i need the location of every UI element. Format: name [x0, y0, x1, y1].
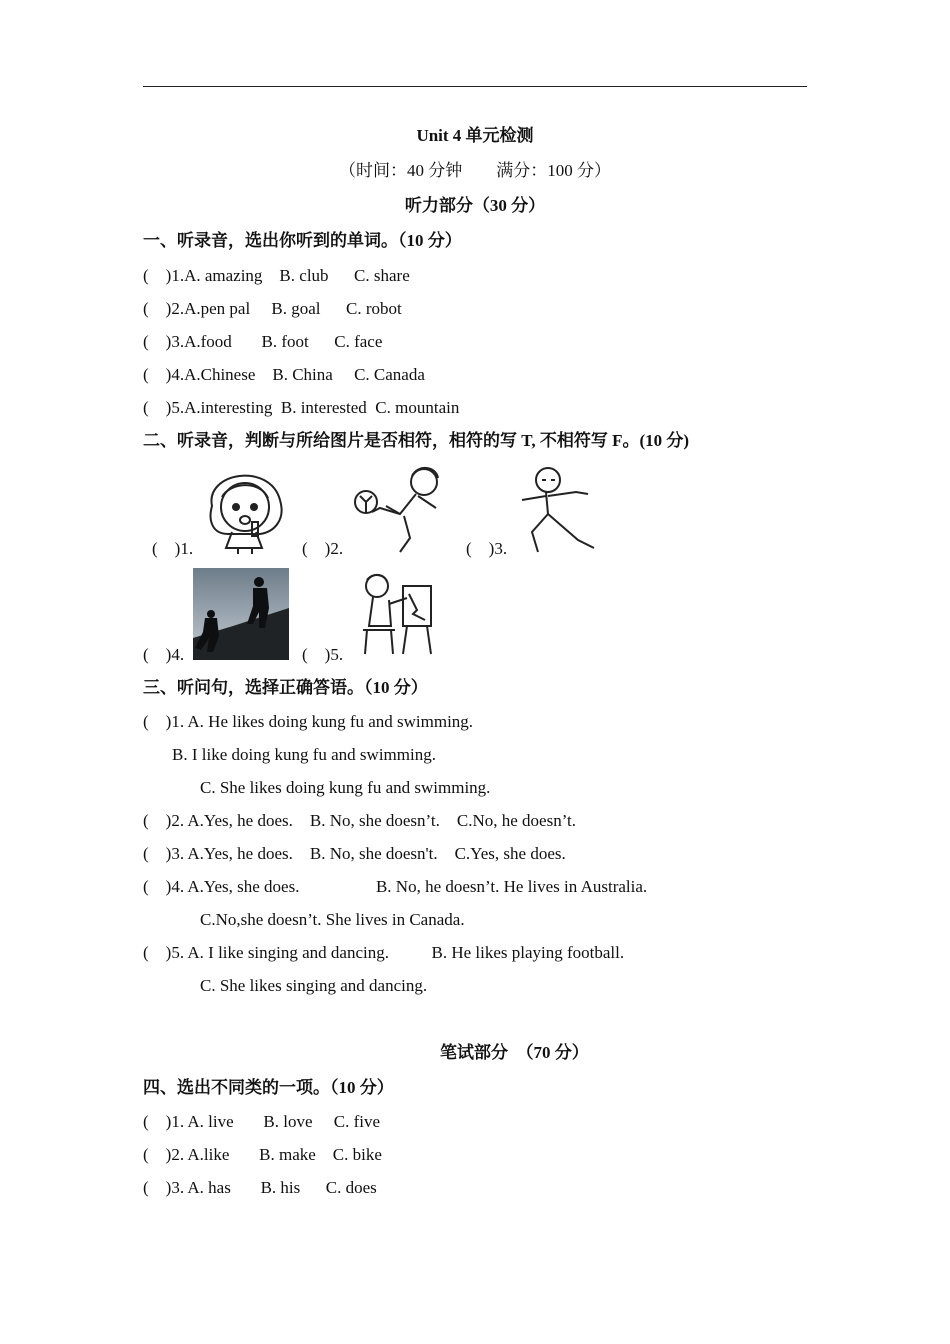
section1-heading: 一、听录音，选出你听到的单词。（10 分）: [143, 231, 462, 250]
listening-heading: 听力部分（30 分）: [404, 196, 546, 215]
section4-item: ( )3. A. has B. his C. does: [143, 1178, 377, 1197]
section1-item: ( )5.A.interesting B. interested C. mountain: [143, 398, 460, 417]
header-rule: [143, 86, 807, 87]
section1-item: ( )3.A.food B. foot C. face: [143, 332, 383, 351]
girl-singing-picture: [200, 462, 290, 554]
page-title: Unit 4 单元检测: [416, 126, 534, 145]
section1-item: ( )1.A. amazing B. club C. share: [143, 266, 410, 285]
section3-line: C.No,she doesn’t. She lives in Canada.: [200, 910, 465, 929]
written-heading: 笔试部分 （70 分）: [440, 1043, 589, 1062]
section4-item: ( )1. A. live B. love C. five: [143, 1112, 381, 1131]
section3-heading: 三、听问句，选择正确答语。（10 分）: [143, 678, 428, 697]
section3-line: ( )4. A.Yes, she does. B. No, he doesn’t. He lives in Australia.: [143, 877, 648, 896]
section3-line: ( )2. A.Yes, he does. B. No, she doesn’t. C.No, he doesn’t.: [143, 811, 577, 830]
boy-kungfu-picture: [518, 462, 600, 556]
section3-line: ( )5. A. I like singing and dancing. B. He likes playing football.: [143, 943, 625, 962]
section3-line: C. She likes doing kung fu and swimming.: [200, 778, 491, 797]
picture-label: ( )3.: [466, 539, 508, 558]
section1-item: ( )2.A.pen pal B. goal C. robot: [143, 299, 402, 318]
exam-subtitle: （时间：40 分钟 满分：100 分）: [339, 161, 611, 180]
section3-line: ( )1. A. He likes doing kung fu and swimming.: [143, 712, 474, 731]
picture-label: ( )4.: [143, 645, 185, 664]
picture-label: ( )1.: [152, 539, 194, 558]
section1-item: ( )4.A.Chinese B. China C. Canada: [143, 365, 425, 384]
boy-painting-picture: [355, 570, 437, 658]
section4-item: ( )2. A.like B. make C. bike: [143, 1145, 382, 1164]
section3-line: B. I like doing kung fu and swimming.: [172, 745, 436, 764]
picture-label: ( )2.: [302, 539, 344, 558]
section3-line: ( )3. A.Yes, he does. B. No, she doesn't. C.Yes, she does.: [143, 844, 566, 863]
picture-label: ( )5.: [302, 645, 344, 664]
section4-heading: 四、选出不同类的一项。（10 分）: [143, 1078, 394, 1097]
section3-line: C. She likes singing and dancing.: [200, 976, 428, 995]
section2-heading: 二、听录音，判断与所给图片是否相符，相符的写 T, 不相符写 F。(10 分): [143, 431, 690, 450]
boy-football-picture: [352, 462, 456, 554]
climbing-picture: [193, 568, 289, 660]
